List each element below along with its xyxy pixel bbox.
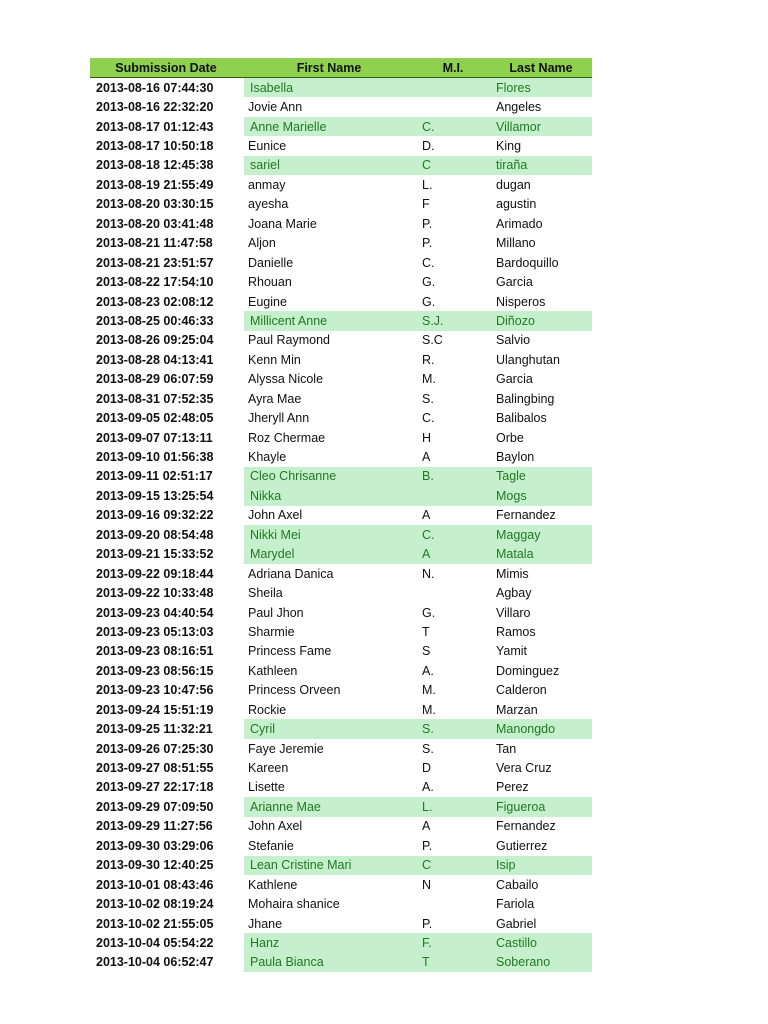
cell-middle-initial[interactable]: M.: [422, 372, 436, 387]
cell-first-name[interactable]: Isabella: [242, 78, 416, 97]
cell-submission-date[interactable]: 2013-09-29 07:09:50: [96, 799, 214, 814]
table-row[interactable]: [90, 817, 592, 836]
cell-first-name[interactable]: Rhouan: [248, 275, 292, 290]
cell-middle-initial[interactable]: P.: [422, 838, 433, 853]
cell-first-name[interactable]: Jheryll Ann: [248, 411, 310, 426]
cell-first-name[interactable]: Joana Marie: [248, 216, 317, 231]
cell-first-name[interactable]: Paul Jhon: [248, 605, 304, 620]
cell-last-name[interactable]: Agbay: [496, 586, 532, 601]
cell-middle-initial[interactable]: F: [422, 197, 430, 212]
cell-middle-initial[interactable]: S.C: [422, 333, 443, 348]
table-row[interactable]: [90, 836, 592, 855]
table-row[interactable]: [90, 739, 592, 758]
table-row[interactable]: [90, 117, 592, 136]
table-row[interactable]: [90, 486, 592, 505]
cell-first-name[interactable]: Danielle: [248, 255, 294, 270]
cell-submission-date[interactable]: 2013-09-05 02:48:05: [96, 411, 214, 426]
cell-first-name[interactable]: Sheila: [248, 586, 283, 601]
cell-submission-date[interactable]: 2013-08-29 06:07:59: [96, 372, 214, 387]
table-row[interactable]: [90, 894, 592, 913]
cell-first-name[interactable]: Aljon: [248, 236, 276, 251]
cell-submission-date[interactable]: 2013-09-27 08:51:55: [96, 761, 214, 776]
cell-first-name[interactable]: sariel: [242, 156, 416, 175]
cell-last-name[interactable]: Garcia: [496, 372, 533, 387]
table-row[interactable]: [90, 428, 592, 447]
cell-first-name[interactable]: Jovie Ann: [248, 100, 303, 115]
cell-last-name[interactable]: Vera Cruz: [496, 761, 552, 776]
table-row[interactable]: [90, 253, 592, 272]
table-row[interactable]: [90, 622, 592, 641]
cell-last-name[interactable]: Bardoquillo: [496, 255, 559, 270]
cell-middle-initial[interactable]: P.: [422, 216, 433, 231]
table-row[interactable]: [90, 933, 592, 952]
cell-middle-initial[interactable]: [416, 486, 490, 505]
cell-submission-date[interactable]: 2013-08-23 02:08:12: [96, 294, 214, 309]
cell-last-name[interactable]: Angeles: [496, 100, 542, 115]
cell-submission-date[interactable]: 2013-09-15 13:25:54: [96, 488, 214, 503]
cell-last-name[interactable]: Fariola: [496, 897, 535, 912]
cell-last-name[interactable]: Orbe: [496, 430, 524, 445]
cell-last-name[interactable]: agustin: [496, 197, 537, 212]
cell-last-name[interactable]: Ulanghutan: [496, 352, 560, 367]
cell-last-name[interactable]: Manongdo: [490, 719, 592, 738]
cell-first-name[interactable]: Princess Orveen: [248, 683, 341, 698]
cell-submission-date[interactable]: 2013-09-23 08:16:51: [96, 644, 214, 659]
table-row[interactable]: [90, 175, 592, 194]
cell-middle-initial[interactable]: N: [422, 877, 432, 892]
cell-submission-date[interactable]: 2013-08-21 23:51:57: [96, 255, 214, 270]
cell-first-name[interactable]: Kareen: [248, 761, 289, 776]
cell-middle-initial[interactable]: R.: [422, 352, 435, 367]
cell-first-name[interactable]: Cleo Chrisanne: [242, 467, 416, 486]
cell-submission-date[interactable]: 2013-09-23 08:56:15: [96, 663, 214, 678]
table-row[interactable]: [90, 642, 592, 661]
cell-first-name[interactable]: Khayle: [248, 450, 287, 465]
cell-middle-initial[interactable]: C.: [416, 117, 490, 136]
cell-submission-date[interactable]: 2013-08-18 12:45:38: [96, 158, 214, 173]
cell-first-name[interactable]: Anne Marielle: [242, 117, 416, 136]
cell-first-name[interactable]: Kenn Min: [248, 352, 301, 367]
cell-first-name[interactable]: John Axel: [248, 508, 303, 523]
cell-submission-date[interactable]: 2013-08-31 07:52:35: [96, 391, 214, 406]
table-row[interactable]: [90, 447, 592, 466]
cell-middle-initial[interactable]: L.: [416, 797, 490, 816]
cell-middle-initial[interactable]: S.: [422, 741, 434, 756]
cell-last-name[interactable]: Matala: [490, 545, 592, 564]
table-row[interactable]: [90, 797, 592, 816]
cell-middle-initial[interactable]: [416, 583, 490, 602]
cell-first-name[interactable]: Nikka: [242, 486, 416, 505]
cell-first-name[interactable]: Eunice: [248, 139, 287, 154]
cell-middle-initial[interactable]: T: [422, 624, 430, 639]
cell-middle-initial[interactable]: A.: [422, 663, 434, 678]
table-row[interactable]: [90, 408, 592, 427]
table-row[interactable]: [90, 331, 592, 350]
cell-submission-date[interactable]: 2013-08-20 03:30:15: [96, 197, 214, 212]
cell-first-name[interactable]: John Axel: [248, 819, 303, 834]
cell-middle-initial[interactable]: G.: [422, 605, 436, 620]
table-row[interactable]: [90, 603, 592, 622]
header-first-name[interactable]: First Name: [296, 60, 362, 75]
cell-middle-initial[interactable]: D.: [422, 139, 435, 154]
cell-submission-date[interactable]: 2013-09-11 02:51:17: [96, 469, 213, 484]
cell-submission-date[interactable]: 2013-08-26 09:25:04: [96, 333, 214, 348]
cell-submission-date[interactable]: 2013-08-19 21:55:49: [96, 177, 214, 192]
cell-submission-date[interactable]: 2013-09-22 09:18:44: [96, 566, 214, 581]
cell-submission-date[interactable]: 2013-09-26 07:25:30: [96, 741, 214, 756]
cell-submission-date[interactable]: 2013-09-21 15:33:52: [96, 547, 214, 562]
cell-submission-date[interactable]: 2013-09-23 04:40:54: [96, 605, 214, 620]
cell-first-name[interactable]: Adriana Danica: [248, 566, 334, 581]
table-row[interactable]: [90, 195, 592, 214]
cell-last-name[interactable]: Flores: [490, 78, 592, 97]
table-row[interactable]: [90, 467, 592, 486]
cell-middle-initial[interactable]: [416, 78, 490, 97]
table-row[interactable]: [90, 758, 592, 777]
cell-submission-date[interactable]: 2013-08-16 07:44:30: [96, 80, 214, 95]
cell-last-name[interactable]: Gabriel: [496, 916, 537, 931]
table-row[interactable]: [90, 136, 592, 155]
cell-submission-date[interactable]: 2013-09-23 10:47:56: [96, 683, 214, 698]
cell-first-name[interactable]: Nikki Mei: [242, 525, 416, 544]
cell-first-name[interactable]: Arianne Mae: [242, 797, 416, 816]
cell-submission-date[interactable]: 2013-09-10 01:56:38: [96, 450, 214, 465]
spreadsheet: [90, 58, 592, 972]
table-row[interactable]: [90, 156, 592, 175]
cell-middle-initial[interactable]: F.: [416, 933, 490, 952]
cell-middle-initial[interactable]: P.: [422, 236, 433, 251]
cell-middle-initial[interactable]: A: [416, 545, 490, 564]
cell-last-name[interactable]: tiraña: [490, 156, 592, 175]
cell-submission-date[interactable]: 2013-09-20 08:54:48: [96, 527, 214, 542]
cell-last-name[interactable]: Ramos: [496, 624, 536, 639]
table-row[interactable]: [90, 778, 592, 797]
header-row: [90, 58, 592, 78]
cell-submission-date[interactable]: 2013-10-01 08:43:46: [96, 877, 214, 892]
cell-first-name[interactable]: Jhane: [248, 916, 283, 931]
cell-last-name[interactable]: Castillo: [490, 933, 592, 952]
header-last-name[interactable]: Last Name: [509, 60, 573, 75]
cell-first-name[interactable]: Mohaira shanice: [248, 897, 340, 912]
cell-middle-initial[interactable]: A: [422, 819, 431, 834]
cell-submission-date[interactable]: 2013-10-02 08:19:24: [96, 897, 214, 912]
cell-first-name[interactable]: Millicent Anne: [242, 311, 416, 330]
table-row[interactable]: [90, 564, 592, 583]
table-row[interactable]: [90, 700, 592, 719]
cell-submission-date[interactable]: 2013-10-02 21:55:05: [96, 916, 214, 931]
header-middle-initial[interactable]: M.I.: [442, 60, 464, 75]
cell-middle-initial[interactable]: B.: [416, 467, 490, 486]
cell-first-name[interactable]: Paula Bianca: [242, 953, 416, 972]
table-row[interactable]: [90, 234, 592, 253]
cell-first-name[interactable]: Rockie: [248, 702, 287, 717]
cell-middle-initial[interactable]: M.: [422, 683, 436, 698]
cell-first-name[interactable]: anmay: [248, 177, 286, 192]
table-row[interactable]: [90, 583, 592, 602]
cell-middle-initial[interactable]: L.: [422, 177, 433, 192]
cell-first-name[interactable]: Stefanie: [248, 838, 294, 853]
table-row[interactable]: [90, 370, 592, 389]
cell-middle-initial[interactable]: D: [422, 761, 432, 776]
cell-middle-initial[interactable]: C: [416, 856, 490, 875]
cell-last-name[interactable]: Garcia: [496, 275, 533, 290]
cell-last-name[interactable]: Salvio: [496, 333, 531, 348]
cell-first-name[interactable]: Cyril: [242, 719, 416, 738]
cell-submission-date[interactable]: 2013-09-23 05:13:03: [96, 624, 214, 639]
table-row[interactable]: [90, 875, 592, 894]
cell-first-name[interactable]: Eugine: [248, 294, 287, 309]
cell-first-name[interactable]: Ayra Mae: [248, 391, 302, 406]
cell-first-name[interactable]: ayesha: [248, 197, 289, 212]
cell-middle-initial[interactable]: P.: [422, 916, 433, 931]
cell-last-name[interactable]: Dominguez: [496, 663, 560, 678]
cell-first-name[interactable]: Marydel: [242, 545, 416, 564]
cell-submission-date[interactable]: 2013-08-17 01:12:43: [96, 119, 214, 134]
cell-first-name[interactable]: Kathlene: [248, 877, 298, 892]
cell-submission-date[interactable]: 2013-09-25 11:32:21: [96, 722, 213, 737]
cell-middle-initial[interactable]: T: [416, 953, 490, 972]
cell-submission-date[interactable]: 2013-09-27 22:17:18: [96, 780, 214, 795]
cell-last-name[interactable]: Balibalos: [496, 411, 547, 426]
table-row[interactable]: [90, 272, 592, 291]
cell-last-name[interactable]: Nisperos: [496, 294, 546, 309]
table-body: [90, 78, 592, 972]
cell-middle-initial[interactable]: N.: [422, 566, 435, 581]
cell-first-name[interactable]: Roz Chermae: [248, 430, 326, 445]
cell-first-name[interactable]: Hanz: [242, 933, 416, 952]
table-row[interactable]: [90, 856, 592, 875]
cell-last-name[interactable]: Mogs: [490, 486, 592, 505]
cell-last-name[interactable]: Fernandez: [496, 819, 556, 834]
cell-middle-initial[interactable]: S: [422, 644, 431, 659]
table-row[interactable]: [90, 311, 592, 330]
cell-last-name[interactable]: Fernandez: [496, 508, 556, 523]
cell-submission-date[interactable]: 2013-09-24 15:51:19: [96, 702, 214, 717]
table-row[interactable]: [90, 350, 592, 369]
cell-submission-date[interactable]: 2013-09-30 03:29:06: [96, 838, 214, 853]
table-row[interactable]: [90, 661, 592, 680]
cell-last-name[interactable]: Villamor: [490, 117, 592, 136]
cell-first-name[interactable]: Alyssa Nicole: [248, 372, 324, 387]
cell-middle-initial[interactable]: C.: [422, 411, 435, 426]
cell-last-name[interactable]: Arimado: [496, 216, 543, 231]
cell-middle-initial[interactable]: A: [422, 450, 431, 465]
cell-last-name[interactable]: Yamit: [496, 644, 528, 659]
table-row[interactable]: [90, 953, 592, 972]
table-row[interactable]: [90, 389, 592, 408]
cell-middle-initial[interactable]: A: [422, 508, 431, 523]
cell-last-name[interactable]: Cabailo: [496, 877, 539, 892]
cell-submission-date[interactable]: 2013-08-22 17:54:10: [96, 275, 214, 290]
cell-middle-initial[interactable]: C.: [422, 255, 435, 270]
cell-middle-initial[interactable]: S.: [422, 391, 434, 406]
table-row[interactable]: [90, 506, 592, 525]
cell-middle-initial[interactable]: M.: [422, 702, 436, 717]
cell-first-name[interactable]: Paul Raymond: [248, 333, 330, 348]
cell-submission-date[interactable]: 2013-08-17 10:50:18: [96, 139, 214, 154]
cell-last-name[interactable]: King: [496, 139, 522, 154]
cell-last-name[interactable]: Gutierrez: [496, 838, 548, 853]
cell-last-name[interactable]: Maggay: [490, 525, 592, 544]
cell-last-name[interactable]: Baylon: [496, 450, 535, 465]
table-row[interactable]: [90, 214, 592, 233]
header-submission-date[interactable]: Submission Date: [115, 60, 217, 75]
cell-middle-initial[interactable]: [416, 894, 490, 913]
cell-submission-date[interactable]: 2013-09-07 07:13:11: [96, 430, 213, 445]
cell-last-name[interactable]: Isip: [490, 856, 592, 875]
cell-first-name[interactable]: Faye Jeremie: [248, 741, 324, 756]
cell-last-name[interactable]: Soberano: [490, 953, 592, 972]
cell-last-name[interactable]: Millano: [496, 236, 536, 251]
cell-last-name[interactable]: Tan: [496, 741, 517, 756]
cell-submission-date[interactable]: 2013-10-04 05:54:22: [96, 935, 214, 950]
cell-submission-date[interactable]: 2013-09-22 10:33:48: [96, 586, 214, 601]
cell-middle-initial[interactable]: S.J.: [416, 311, 490, 330]
cell-last-name[interactable]: Diñozo: [490, 311, 592, 330]
cell-middle-initial[interactable]: C: [416, 156, 490, 175]
cell-last-name[interactable]: Figueroa: [490, 797, 592, 816]
cell-last-name[interactable]: Calderon: [496, 683, 547, 698]
cell-last-name[interactable]: Villaro: [496, 605, 531, 620]
cell-submission-date[interactable]: 2013-09-29 11:27:56: [96, 819, 213, 834]
cell-middle-initial[interactable]: H: [422, 430, 432, 445]
cell-middle-initial[interactable]: G.: [422, 275, 436, 290]
cell-last-name[interactable]: Perez: [496, 780, 529, 795]
cell-submission-date[interactable]: 2013-08-21 11:47:58: [96, 236, 213, 251]
cell-last-name[interactable]: Balingbing: [496, 391, 555, 406]
cell-submission-date[interactable]: 2013-08-16 22:32:20: [96, 100, 214, 115]
cell-middle-initial[interactable]: G.: [422, 294, 436, 309]
cell-submission-date[interactable]: 2013-08-20 03:41:48: [96, 216, 214, 231]
table-row[interactable]: [90, 292, 592, 311]
cell-middle-initial[interactable]: S.: [416, 719, 490, 738]
cell-last-name[interactable]: dugan: [496, 177, 531, 192]
cell-first-name[interactable]: Sharmie: [248, 624, 295, 639]
table-row[interactable]: [90, 719, 592, 738]
table-row[interactable]: [90, 97, 592, 116]
cell-last-name[interactable]: Mimis: [496, 566, 529, 581]
table-row[interactable]: [90, 78, 592, 97]
cell-submission-date[interactable]: 2013-10-04 06:52:47: [96, 955, 214, 970]
cell-first-name[interactable]: Kathleen: [248, 663, 298, 678]
cell-submission-date[interactable]: 2013-09-30 12:40:25: [96, 858, 214, 873]
table-row[interactable]: [90, 681, 592, 700]
cell-submission-date[interactable]: 2013-09-16 09:32:22: [96, 508, 214, 523]
cell-submission-date[interactable]: 2013-08-28 04:13:41: [96, 352, 214, 367]
table-row[interactable]: [90, 914, 592, 933]
cell-first-name[interactable]: Princess Fame: [248, 644, 332, 659]
cell-last-name[interactable]: Marzan: [496, 702, 538, 717]
cell-first-name[interactable]: Lisette: [248, 780, 285, 795]
cell-middle-initial[interactable]: C.: [416, 525, 490, 544]
table-row[interactable]: [90, 525, 592, 544]
cell-submission-date[interactable]: 2013-08-25 00:46:33: [96, 313, 214, 328]
cell-last-name[interactable]: Tagle: [490, 467, 592, 486]
cell-middle-initial[interactable]: [416, 97, 490, 116]
cell-first-name[interactable]: Lean Cristine Mari: [242, 856, 416, 875]
cell-middle-initial[interactable]: A.: [422, 780, 434, 795]
table-row[interactable]: [90, 545, 592, 564]
